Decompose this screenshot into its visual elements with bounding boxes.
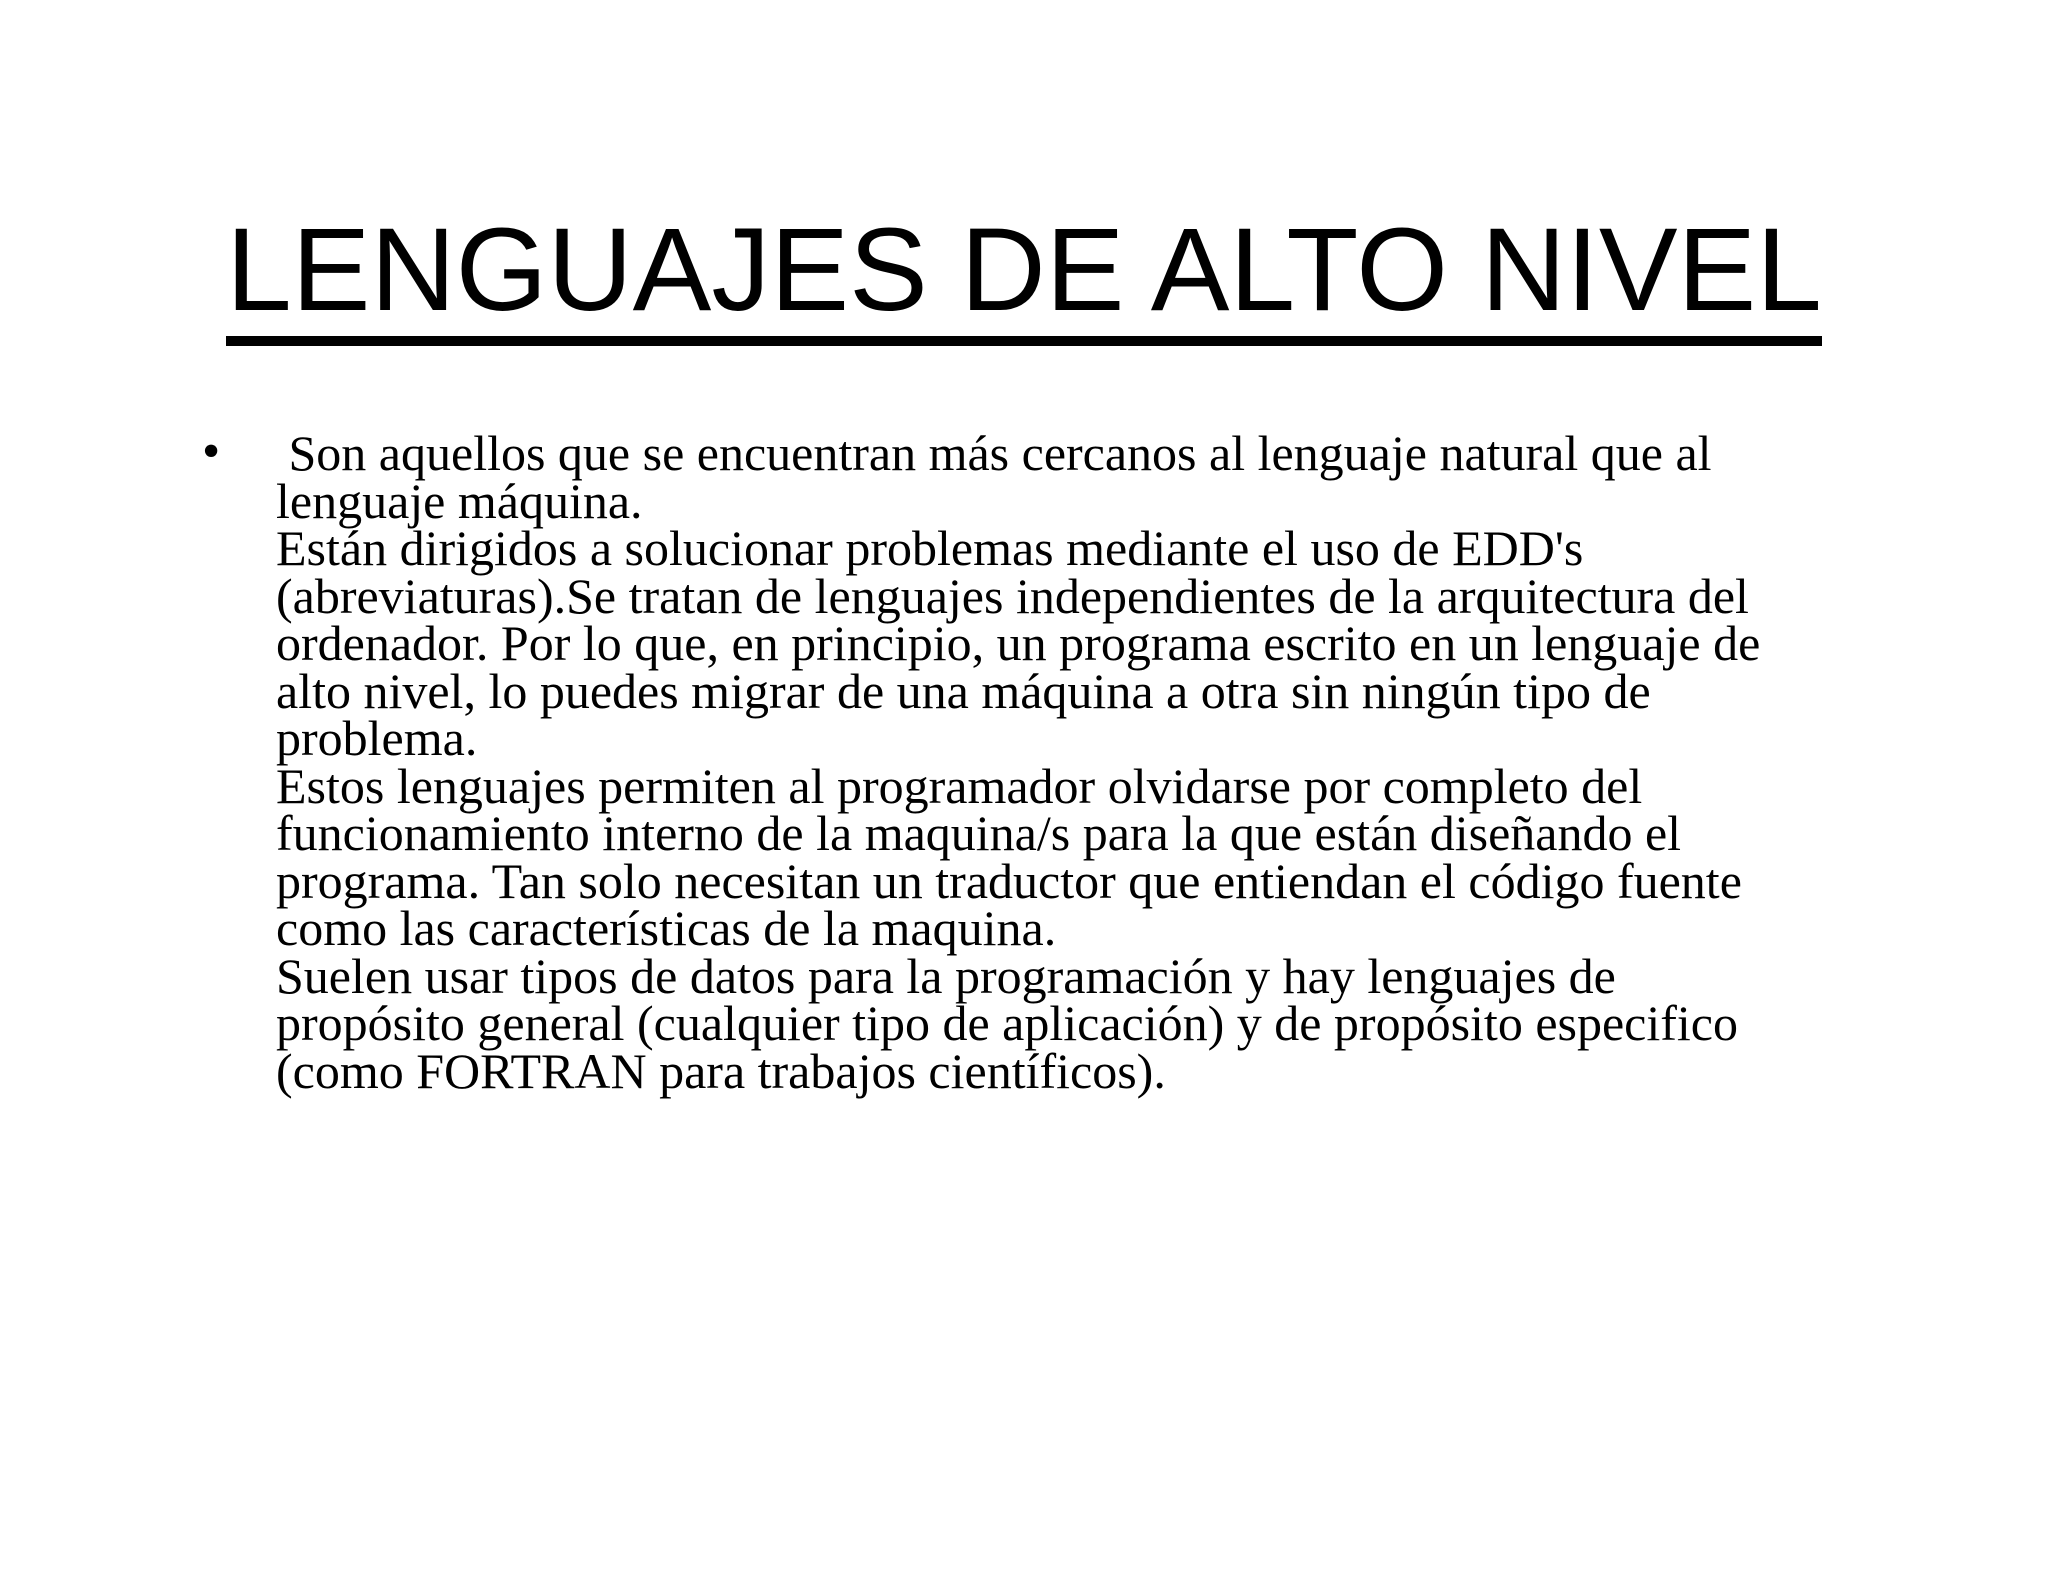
text-line: como las características de la maquina. [276,900,1057,956]
text-line: problema. [276,710,478,766]
text-line: propósito general (cualquier tipo de aplicación) y de propósito especifico [276,995,1738,1051]
bullet-text [276,425,1836,1099]
text-line: programa. Tan solo necesitan un traductor que entiendan el código fuente [276,852,1742,909]
text-line: Suelen usar tipos de datos para la programación y hay lenguajes de [276,947,1616,1004]
text-line: Están dirigidos a solucionar problemas mediante el uso de EDD's [276,520,1584,576]
text-line: (abreviaturas).Se tratan de lenguajes independientes de la arquitectura del [276,567,1749,624]
text-line: Son aquellos que se encuentran más cercanos al lenguaje natural que al [276,425,1712,481]
text-line: alto nivel, lo puedes migrar de una máquina a otra sin ningún tipo de [276,662,1651,719]
text-line: Estos lenguajes permiten al programador olvidarse por completo del [276,757,1643,814]
text-line: ordenador. Por lo que, en principio, un programa escrito en un lenguaje de [276,615,1761,671]
text-line: (como FORTRAN para trabajos científicos). [276,1042,1166,1099]
bullet-marker: • [202,423,221,480]
slide-title [0,206,2048,346]
text-line: lenguaje máquina. [276,472,643,529]
text-line: funcionamiento interno de la maquina/s para la que están diseñando el [276,805,1682,861]
slide-title-text: LENGUAJES DE ALTO NIVEL [226,206,1822,346]
